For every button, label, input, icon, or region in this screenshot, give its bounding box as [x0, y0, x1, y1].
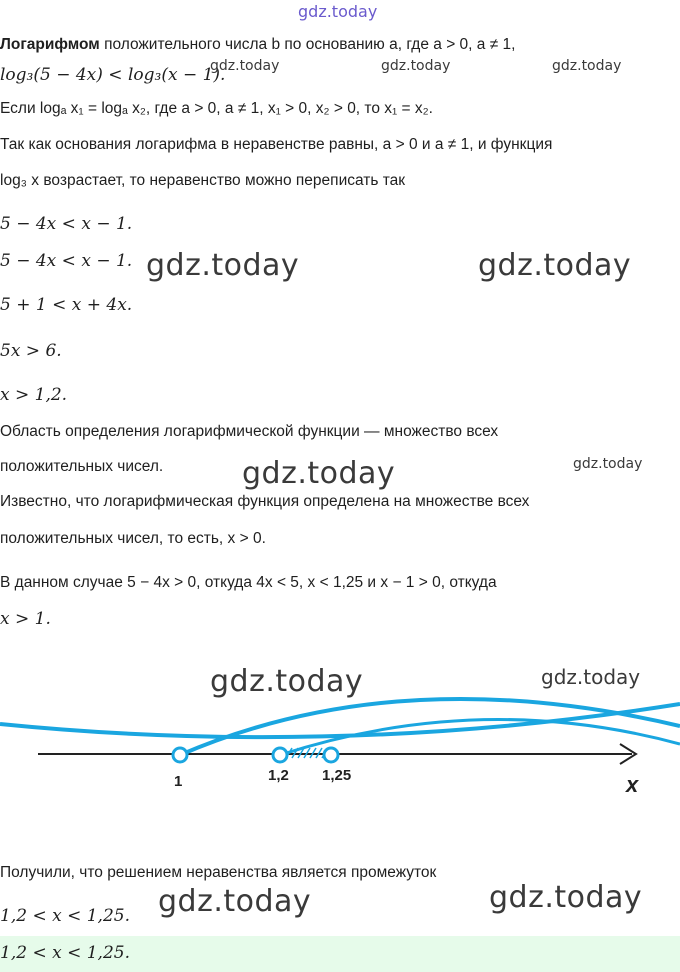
answer-text: 1,2 < x < 1,25.	[0, 943, 130, 963]
watermark: gdz.today	[146, 248, 300, 283]
watermark: gdz.today	[242, 456, 396, 491]
watermark: gdz.today	[478, 248, 632, 283]
case-result: x > 1.	[0, 609, 51, 629]
known-text-1: Известно, что логарифмическая функция определена на множестве всех	[0, 493, 530, 510]
case-text: В данном случае 5 − 4x > 0, откуда 4x < 5, x < 1,25 и x − 1 > 0, откуда	[0, 574, 497, 591]
point-1-25-label: 1,25	[322, 767, 352, 784]
definition-text: положительного числа b по основанию a, где a > 0, a ≠ 1,	[104, 36, 516, 53]
point-1-2-label: 1,2	[268, 767, 289, 784]
watermark: gdz.today	[210, 58, 280, 74]
definition-line	[0, 34, 515, 56]
point-1-marker	[173, 748, 187, 762]
watermark: gdz.today	[541, 665, 641, 689]
number-line	[0, 640, 680, 800]
domain-text-1: Область определения логарифмической функции — множество всех	[0, 423, 499, 440]
inequality: log₃(5 − 4x) < log₃(x − 1).	[0, 65, 226, 85]
point-1-label: 1	[174, 773, 183, 790]
decor-arc-x-gt-1-2	[280, 719, 680, 755]
step-4: 5x > 6.	[0, 341, 62, 361]
definition-term: Логарифмом	[0, 36, 100, 53]
step-3: 5 + 1 < x + 4x.	[0, 295, 133, 315]
rule-text: Если logₐ x₁ = logₐ x₂, где a > 0, a ≠ 1, x₁ > 0, x₂ > 0, то x₁ = x₂.	[0, 100, 433, 117]
solution-text: 1,2 < x < 1,25.	[0, 906, 130, 926]
step-2: 5 − 4x < x − 1.	[0, 251, 133, 271]
conclusion-text: Получили, что решением неравенства является промежуток	[0, 864, 437, 881]
step-5: x > 1,2.	[0, 385, 68, 405]
domain-text-2: положительных чисел.	[0, 458, 164, 475]
watermark: gdz.today	[381, 58, 451, 74]
point-1-25-marker	[324, 748, 338, 762]
known-text-2: положительных чисел, то есть, x > 0.	[0, 530, 266, 547]
watermark: gdz.today	[158, 884, 312, 919]
watermark: gdz.today	[210, 664, 364, 699]
axis-label: x	[626, 772, 639, 797]
step-1: 5 − 4x < x − 1.	[0, 214, 133, 234]
watermark: gdz.today	[298, 2, 378, 21]
watermark: gdz.today	[552, 58, 622, 74]
watermark: gdz.today	[489, 880, 643, 915]
point-1-2-marker	[273, 748, 287, 762]
bases-text: Так как основания логарифма в неравенстве равны, a > 0 и a ≠ 1, и функция	[0, 136, 553, 153]
increasing-text: log₃ x возрастает, то неравенство можно переписать так	[0, 172, 406, 189]
watermark: gdz.today	[573, 456, 643, 472]
